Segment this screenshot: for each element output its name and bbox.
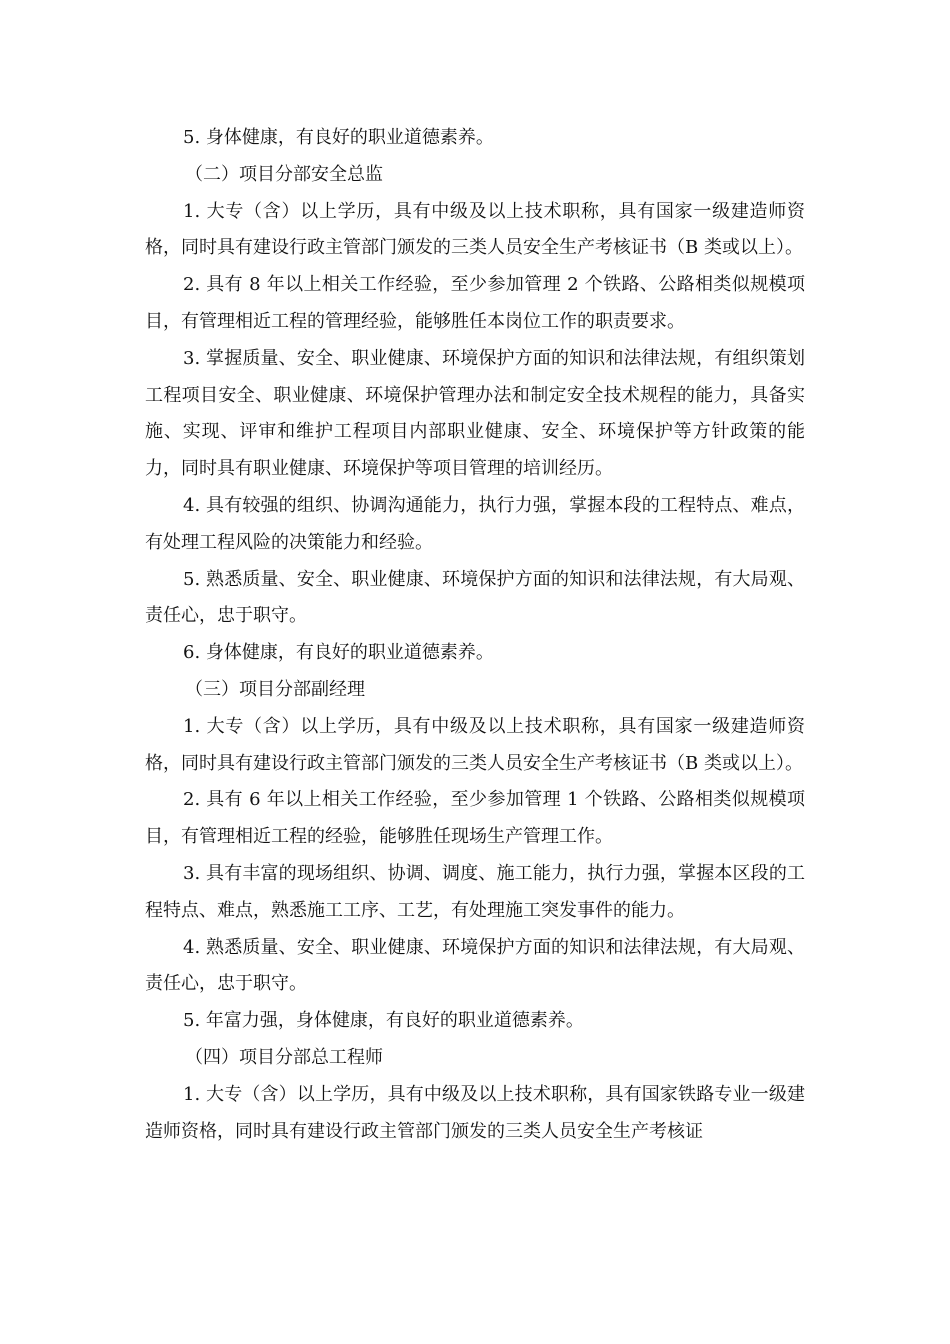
paragraph-item: 1. 大专（含）以上学历，具有中级及以上技术职称，具有国家铁路专业一级建造师资格，同时具有建设行政主管部门颁发的三类人员安全生产考核证 (145, 1083, 805, 1142)
paragraph-item: 3. 掌握质量、安全、职业健康、环境保护方面的知识和法律法规，有组织策划工程项目安全、职业健康、环境保护管理办法和制定安全技术规程的能力，具备实施、实现、评审和维护工程项目内部职业健康、安全、环境保护等方针政策的能力，同时具有职业健康、环境保护等项目管理的培训经历。 (145, 347, 805, 480)
paragraph-item: 5. 年富力强，身体健康，有良好的职业道德素养。 (183, 1010, 584, 1032)
paragraph-item: 3. 具有丰富的现场组织、协调、调度、施工能力，执行力强，掌握本区段的工程特点、难点，熟悉施工工序、工艺，有处理施工突发事件的能力。 (145, 862, 805, 921)
document-body (145, 120, 805, 1150)
paragraph-item: 4. 具有较强的组织、协调沟通能力，执行力强，掌握本段的工程特点、难点，有处理工程风险的决策能力和经验。 (145, 494, 805, 553)
paragraph-item: 2. 具有 6 年以上相关工作经验，至少参加管理 1 个铁路、公路相类似规模项目，有管理相近工程的经验，能够胜任现场生产管理工作。 (145, 789, 805, 848)
section-heading: （二）项目分部安全总监 (185, 163, 383, 185)
paragraph-item: 1. 大专（含）以上学历，具有中级及以上技术职称，具有国家一级建造师资格，同时具有建设行政主管部门颁发的三类人员安全生产考核证书（B 类或以上）。 (145, 715, 805, 774)
paragraph-item: 4. 熟悉质量、安全、职业健康、环境保护方面的知识和法律法规，有大局观、责任心，忠于职守。 (145, 936, 805, 995)
section-heading: （三）项目分部副经理 (185, 678, 365, 700)
section-heading: （四）项目分部总工程师 (185, 1046, 383, 1068)
paragraph-item: 5. 身体健康，有良好的职业道德素养。 (183, 127, 494, 148)
paragraph-item: 2. 具有 8 年以上相关工作经验，至少参加管理 2 个铁路、公路相类似规模项目，有管理相近工程的管理经验，能够胜任本岗位工作的职责要求。 (145, 274, 805, 332)
paragraph-item: 6. 身体健康，有良好的职业道德素养。 (183, 642, 494, 664)
paragraph-item: 1. 大专（含）以上学历，具有中级及以上技术职称，具有国家一级建造师资格，同时具有建设行政主管部门颁发的三类人员安全生产考核证书（B 类或以上）。 (145, 200, 805, 259)
paragraph-item: 5. 熟悉质量、安全、职业健康、环境保护方面的知识和法律法规，有大局观、责任心，忠于职守。 (145, 568, 805, 627)
